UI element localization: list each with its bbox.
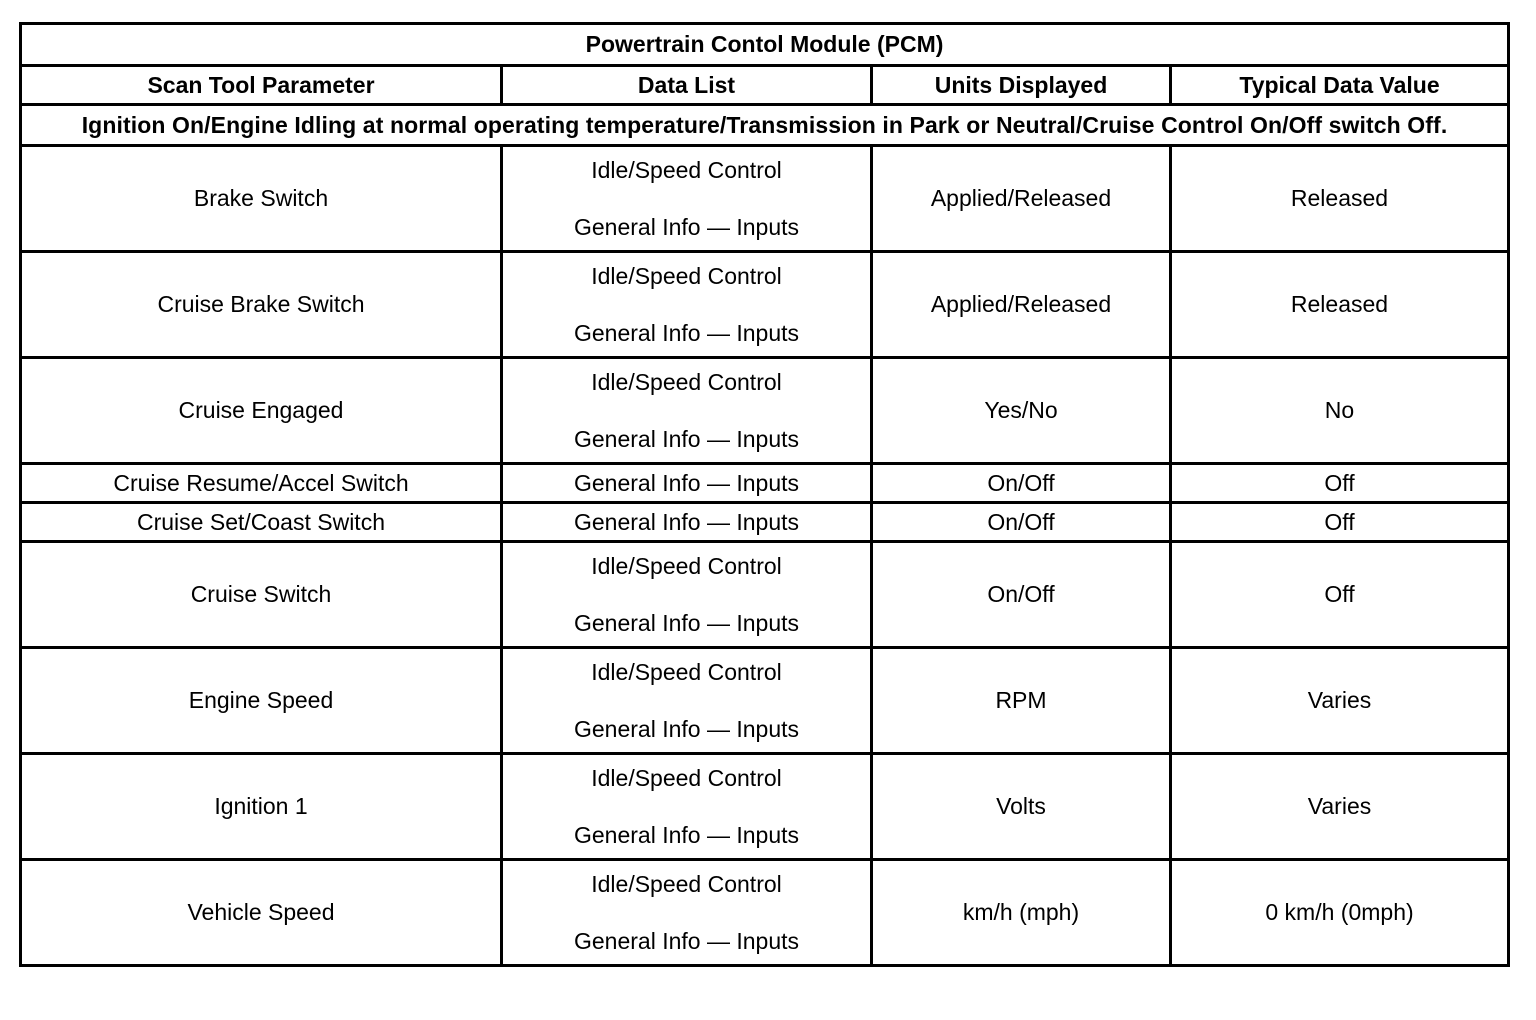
cell-data-list: [502, 252, 872, 358]
data-list-line: General Info — Inputs: [573, 213, 799, 240]
table-row: [21, 503, 1509, 542]
cell-units: Applied/Released: [872, 252, 1171, 358]
table-row: [21, 860, 1509, 966]
data-list-line: General Info — Inputs: [573, 715, 799, 742]
cell-typical: Off: [1171, 503, 1509, 542]
cell-units: RPM: [872, 648, 1171, 754]
cell-parameter: Cruise Engaged: [21, 358, 502, 464]
cell-units: Applied/Released: [872, 146, 1171, 252]
table-row: [21, 542, 1509, 648]
table-row: [21, 358, 1509, 464]
cell-parameter: Brake Switch: [21, 146, 502, 252]
cell-typical: Off: [1171, 464, 1509, 503]
cell-parameter: Cruise Resume/Accel Switch: [21, 464, 502, 503]
header-data-list: Data List: [502, 66, 872, 105]
cell-data-list: [502, 860, 872, 966]
cell-data-list: [502, 648, 872, 754]
data-list-line: General Info — Inputs: [573, 425, 799, 452]
table-row: [21, 754, 1509, 860]
cell-parameter: Cruise Switch: [21, 542, 502, 648]
header-typical-data-value: Typical Data Value: [1171, 66, 1509, 105]
data-list-line: Idle/Speed Control: [591, 552, 782, 579]
header-scan-tool-parameter: Scan Tool Parameter: [21, 66, 502, 105]
data-list-line: Idle/Speed Control: [591, 870, 782, 897]
cell-typical: Off: [1171, 542, 1509, 648]
cell-parameter: Vehicle Speed: [21, 860, 502, 966]
data-list-line: Idle/Speed Control: [591, 262, 782, 289]
cell-typical: Varies: [1171, 648, 1509, 754]
cell-data-list: General Info — Inputs: [502, 464, 872, 503]
cell-parameter: Engine Speed: [21, 648, 502, 754]
cell-data-list: General Info — Inputs: [502, 503, 872, 542]
cell-parameter: Cruise Set/Coast Switch: [21, 503, 502, 542]
cell-units: km/h (mph): [872, 860, 1171, 966]
data-list-line: Idle/Speed Control: [591, 764, 782, 791]
cell-typical: 0 km/h (0mph): [1171, 860, 1509, 966]
pcm-data-table: [19, 22, 1510, 967]
cell-units: On/Off: [872, 542, 1171, 648]
cell-data-list: [502, 542, 872, 648]
cell-units: Yes/No: [872, 358, 1171, 464]
cell-parameter: Ignition 1: [21, 754, 502, 860]
cell-units: Volts: [872, 754, 1171, 860]
table-row: [21, 146, 1509, 252]
cell-units: On/Off: [872, 464, 1171, 503]
cell-typical: Varies: [1171, 754, 1509, 860]
header-units-displayed: Units Displayed: [872, 66, 1171, 105]
table-row: [21, 252, 1509, 358]
cell-data-list: [502, 146, 872, 252]
cell-parameter: Cruise Brake Switch: [21, 252, 502, 358]
cell-typical: Released: [1171, 252, 1509, 358]
data-list-line: General Info — Inputs: [573, 821, 799, 848]
cell-data-list: [502, 754, 872, 860]
cell-units: On/Off: [872, 503, 1171, 542]
data-list-line: Idle/Speed Control: [591, 368, 782, 395]
cell-data-list: [502, 358, 872, 464]
table-row: [21, 464, 1509, 503]
cell-typical: No: [1171, 358, 1509, 464]
data-list-line: General Info — Inputs: [573, 609, 799, 636]
data-list-line: Idle/Speed Control: [591, 156, 782, 183]
cell-typical: Released: [1171, 146, 1509, 252]
data-list-line: General Info — Inputs: [573, 319, 799, 346]
table-title: Powertrain Contol Module (PCM): [21, 24, 1509, 66]
condition-row: Ignition On/Engine Idling at normal operating temperature/Transmission in Park or Neutral/Cruise Control On/Off switch Off.: [21, 105, 1509, 146]
table-row: [21, 648, 1509, 754]
data-list-line: General Info — Inputs: [573, 927, 799, 954]
data-list-line: Idle/Speed Control: [591, 658, 782, 685]
